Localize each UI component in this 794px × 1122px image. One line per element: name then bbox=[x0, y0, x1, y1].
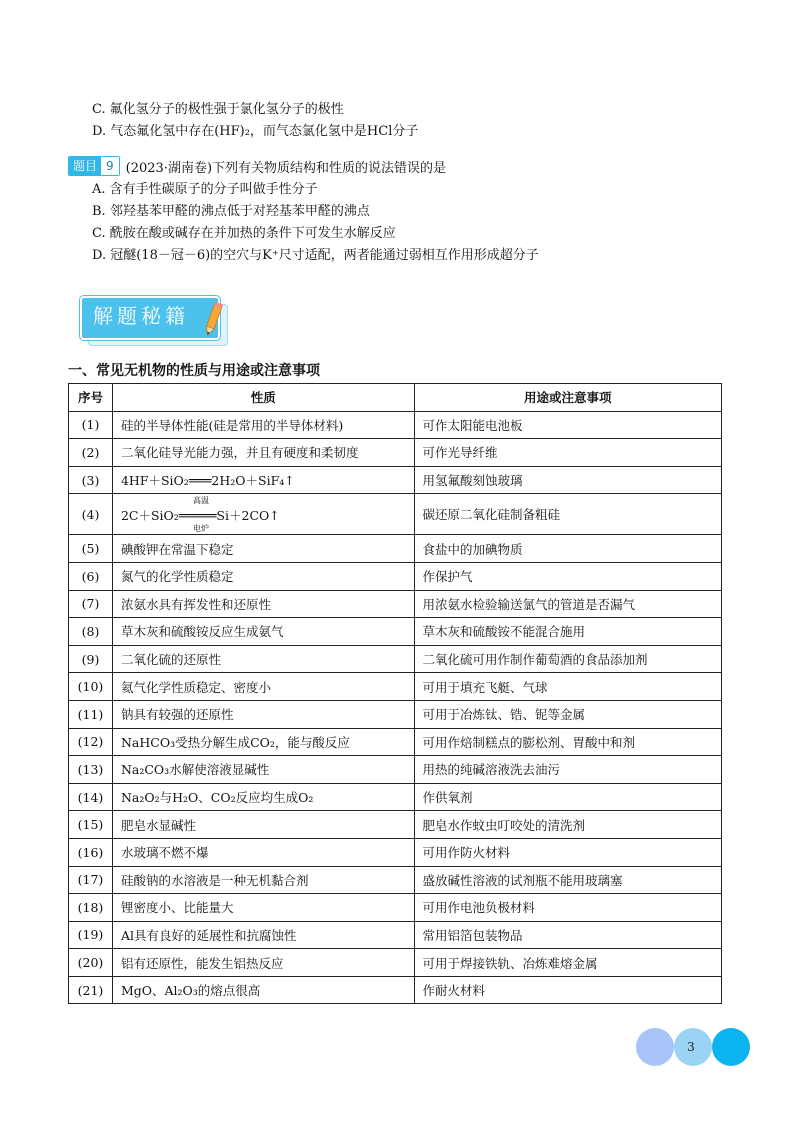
table-row bbox=[69, 494, 722, 535]
row-property: 钠具有较强的还原性 bbox=[112, 700, 414, 728]
section-title: 一、常见无机物的性质与用途或注意事项 bbox=[68, 363, 320, 379]
row-property: 二氧化硫的还原性 bbox=[112, 645, 414, 673]
row-use: 用热的纯碱溶液洗去油污 bbox=[414, 756, 721, 784]
row-property: Na₂O₂与H₂O、CO₂反应均生成O₂ bbox=[112, 783, 414, 811]
row-number: (15) bbox=[69, 811, 113, 839]
row-property: 4HF＋SiO₂═══2H₂O＋SiF₄↑ bbox=[112, 466, 414, 494]
row-number: (7) bbox=[69, 590, 113, 618]
question-option-b: B. 邻羟基苯甲醛的沸点低于对羟基苯甲醛的沸点 bbox=[92, 204, 370, 219]
row-property: Al具有良好的延展性和抗腐蚀性 bbox=[112, 921, 414, 949]
row-number: (1) bbox=[69, 411, 113, 439]
table-row bbox=[69, 439, 722, 467]
row-use: 盛放碱性溶液的试剂瓶不能用玻璃塞 bbox=[414, 866, 721, 894]
row-number: (21) bbox=[69, 976, 113, 1004]
table-row bbox=[69, 618, 722, 646]
row-use: 作保护气 bbox=[414, 562, 721, 590]
table-row bbox=[69, 866, 722, 894]
table-row bbox=[69, 728, 722, 756]
table-row bbox=[69, 562, 722, 590]
row-use: 作耐火材料 bbox=[414, 976, 721, 1004]
table-row bbox=[69, 949, 722, 977]
row-use: 可用作焙制糕点的膨松剂、胃酸中和剂 bbox=[414, 728, 721, 756]
table-row bbox=[69, 756, 722, 784]
table-row bbox=[69, 976, 722, 1004]
row-property: 二氧化硅导光能力强，并且有硬度和柔韧度 bbox=[112, 439, 414, 467]
row-number: (8) bbox=[69, 618, 113, 646]
page-number-badge bbox=[0, 1028, 794, 1066]
question-badge bbox=[68, 156, 120, 176]
row-property: 锂密度小、比能量大 bbox=[112, 894, 414, 922]
row-use: 作供氧剂 bbox=[414, 783, 721, 811]
row-use: 可作太阳能电池板 bbox=[414, 411, 721, 439]
row-property: 硅酸钠的水溶液是一种无机黏合剂 bbox=[112, 866, 414, 894]
table-row bbox=[69, 673, 722, 701]
row-number: (16) bbox=[69, 838, 113, 866]
row-property: 碘酸钾在常温下稳定 bbox=[112, 535, 414, 563]
row-property: 水玻璃不燃不爆 bbox=[112, 838, 414, 866]
row-use: 食盐中的加碘物质 bbox=[414, 535, 721, 563]
table-row bbox=[69, 645, 722, 673]
page-circle-right bbox=[712, 1028, 750, 1066]
reaction-condition-bottom: 电炉 bbox=[192, 524, 209, 534]
table-row bbox=[69, 811, 722, 839]
properties-table bbox=[68, 383, 722, 1004]
table-row bbox=[69, 838, 722, 866]
table-row bbox=[69, 590, 722, 618]
row-property bbox=[112, 494, 414, 535]
row-property: 草木灰和硫酸铵反应生成氨气 bbox=[112, 618, 414, 646]
row-number: (2) bbox=[69, 439, 113, 467]
reaction-equation: 2C＋SiO₂═════Si＋2CO↑ bbox=[120, 508, 280, 524]
table-row bbox=[69, 921, 722, 949]
row-number: (6) bbox=[69, 562, 113, 590]
reaction-condition-top: 高温 bbox=[192, 496, 209, 506]
header-use: 用途或注意事项 bbox=[414, 384, 721, 412]
question-option-a: A. 含有手性碳原子的分子叫做手性分子 bbox=[92, 182, 318, 197]
row-number: (4) bbox=[69, 494, 113, 535]
row-number: (13) bbox=[69, 756, 113, 784]
table-header-row bbox=[69, 384, 722, 412]
page-number: 3 bbox=[687, 1040, 695, 1054]
table-row bbox=[69, 783, 722, 811]
row-property: 硅的半导体性能(硅是常用的半导体材料) bbox=[112, 411, 414, 439]
row-number: (10) bbox=[69, 673, 113, 701]
row-property: 氦气化学性质稳定、密度小 bbox=[112, 673, 414, 701]
row-use: 可用于填充飞艇、气球 bbox=[414, 673, 721, 701]
option-d-top: D. 气态氟化氢中存在(HF)₂，而气态氯化氢中是HCl分子 bbox=[92, 124, 419, 139]
row-use: 用氢氟酸刻蚀玻璃 bbox=[414, 466, 721, 494]
row-number: (5) bbox=[69, 535, 113, 563]
row-number: (14) bbox=[69, 783, 113, 811]
page-circle-left bbox=[636, 1028, 674, 1066]
row-use: 碳还原二氧化硅制备粗硅 bbox=[414, 494, 721, 535]
row-number: (17) bbox=[69, 866, 113, 894]
row-number: (20) bbox=[69, 949, 113, 977]
row-use: 可用作防火材料 bbox=[414, 838, 721, 866]
table-row bbox=[69, 466, 722, 494]
row-use: 可作光导纤维 bbox=[414, 439, 721, 467]
row-number: (9) bbox=[69, 645, 113, 673]
row-use: 草木灰和硫酸铵不能混合施用 bbox=[414, 618, 721, 646]
header-property: 性质 bbox=[112, 384, 414, 412]
row-property: 铝有还原性，能发生铝热反应 bbox=[112, 949, 414, 977]
row-property: 氮气的化学性质稳定 bbox=[112, 562, 414, 590]
row-number: (18) bbox=[69, 894, 113, 922]
question-text: (2023·湖南卷)下列有关物质结构和性质的说法错误的是 bbox=[125, 160, 447, 176]
row-use: 用浓氨水检验输送氯气的管道是否漏气 bbox=[414, 590, 721, 618]
row-property: MgO、Al₂O₃的熔点很高 bbox=[112, 976, 414, 1004]
question-option-d: D. 冠醚(18－冠－6)的空穴与K⁺尺寸适配，两者能通过弱相互作用形成超分子 bbox=[92, 248, 539, 263]
row-number: (19) bbox=[69, 921, 113, 949]
question-option-c: C. 酰胺在酸或碱存在并加热的条件下可发生水解反应 bbox=[92, 226, 396, 241]
row-property: 浓氨水具有挥发性和还原性 bbox=[112, 590, 414, 618]
row-use: 可用于焊接铁轨、冶炼难熔金属 bbox=[414, 949, 721, 977]
table-row bbox=[69, 411, 722, 439]
row-number: (11) bbox=[69, 700, 113, 728]
pencil-icon bbox=[198, 300, 228, 340]
row-use: 二氧化硫可用作制作葡萄酒的食品添加剂 bbox=[414, 645, 721, 673]
question-badge-label: 题目 bbox=[69, 157, 101, 175]
question-badge-number: 9 bbox=[101, 157, 119, 175]
row-use: 肥皂水作蚊虫叮咬处的清洗剂 bbox=[414, 811, 721, 839]
option-c-top: C. 氟化氢分子的极性强于氯化氢分子的极性 bbox=[92, 102, 344, 117]
row-property: Na₂CO₃水解使溶液显碱性 bbox=[112, 756, 414, 784]
row-property: 肥皂水显碱性 bbox=[112, 811, 414, 839]
banner-title: 解题秘籍 bbox=[93, 304, 189, 328]
table-row bbox=[69, 894, 722, 922]
row-number: (12) bbox=[69, 728, 113, 756]
table-row bbox=[69, 535, 722, 563]
table-row bbox=[69, 700, 722, 728]
question-header bbox=[68, 156, 446, 176]
row-number: (3) bbox=[69, 466, 113, 494]
row-property: NaHCO₃受热分解生成CO₂，能与酸反应 bbox=[112, 728, 414, 756]
row-use: 常用铝箔包装物品 bbox=[414, 921, 721, 949]
row-use: 可用于冶炼钛、锆、铌等金属 bbox=[414, 700, 721, 728]
section-banner bbox=[80, 296, 228, 344]
header-number: 序号 bbox=[69, 384, 113, 412]
row-use: 可用作电池负极材料 bbox=[414, 894, 721, 922]
